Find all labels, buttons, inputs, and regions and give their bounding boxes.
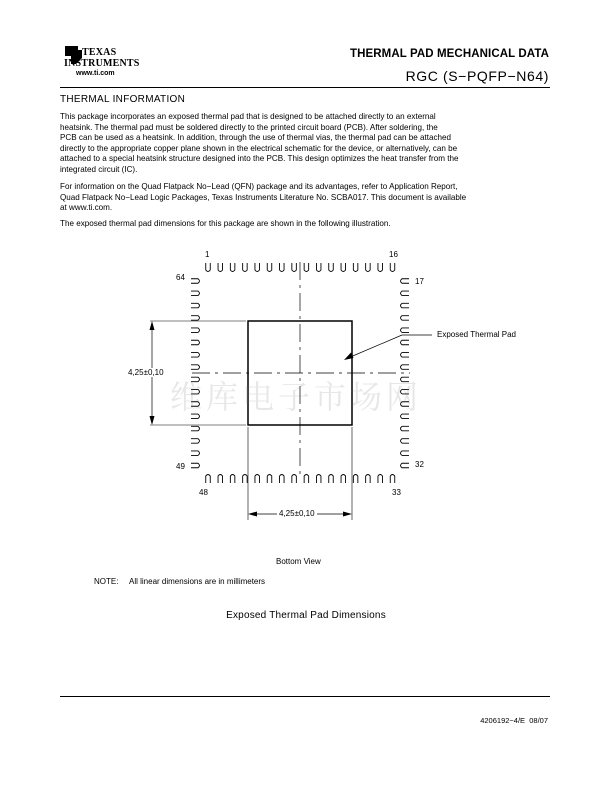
exposed-pad-label: Exposed Thermal Pad <box>437 330 517 339</box>
package-pin <box>353 475 358 484</box>
text-line: attached to a special heatsink structure designed into the PCB. This design optimizes the heat transfer from the <box>60 154 459 164</box>
package-pin <box>401 328 410 333</box>
document-id: 4206192−4/E 08/07 <box>480 716 548 725</box>
pin-label-49: 49 <box>176 462 185 471</box>
text-line: For information on the Quad Flatpack No−Lead (QFN) package and its advantages, refer to Application Report, <box>60 182 458 191</box>
package-pin <box>255 475 260 484</box>
text-line: PCB can be used as a heatsink. In addition, through the use of thermal vias, the thermal pad can be attached <box>60 133 451 143</box>
arrowhead-right <box>343 512 352 517</box>
package-pin <box>280 263 285 272</box>
package-pin <box>401 303 410 308</box>
text-line: integrated circuit (IC). <box>60 164 138 174</box>
package-pin <box>206 263 211 272</box>
package-pin <box>304 475 309 484</box>
pin-label-17: 17 <box>415 277 424 286</box>
logo-url[interactable]: www.ti.com <box>76 70 115 77</box>
arrowhead-left <box>248 512 257 517</box>
watermark: 维库电子市场网 <box>170 378 423 416</box>
pin-label-48: 48 <box>199 488 208 497</box>
pin-label-16: 16 <box>389 250 398 259</box>
package-pin <box>292 475 297 484</box>
section-title: THERMAL INFORMATION <box>60 94 186 105</box>
package-pin <box>191 353 200 358</box>
package-pin <box>401 340 410 345</box>
package-designator: RGC (S−PQFP−N64) <box>405 68 549 84</box>
package-pin <box>353 263 358 272</box>
package-pin <box>191 328 200 333</box>
package-pin <box>191 291 200 296</box>
package-pin <box>401 291 410 296</box>
vertical-dimension-label: 4,25±0,10 <box>128 368 164 377</box>
package-pin <box>191 463 200 468</box>
text-line: This package incorporates an exposed thermal pad that is designed to be attached directly to an external <box>60 112 436 121</box>
leader-line-diagonal <box>348 335 402 358</box>
package-pin <box>316 475 321 484</box>
package-pin <box>191 451 200 456</box>
package-pin <box>329 475 334 484</box>
page-title: THERMAL PAD MECHANICAL DATA <box>349 48 549 60</box>
bottom-view-label: Bottom View <box>276 557 321 566</box>
package-pin <box>366 263 371 272</box>
text-line: heatsink. The thermal pad must be soldered directly to the printed circuit board (PCB). After soldering, the <box>60 122 438 132</box>
logo-text-texas: TEXAS <box>82 47 117 58</box>
note-text: All linear dimensions are in millimeters <box>129 577 266 586</box>
package-pin <box>401 426 410 431</box>
footer-rule <box>60 696 550 697</box>
package-pin <box>243 475 248 484</box>
text-line: Quad Flatpack No−Lead Logic Packages, Texas Instruments Literature No. SCBA017. This document is available <box>60 192 467 202</box>
package-pin <box>230 263 235 272</box>
note-label: NOTE: <box>94 577 119 586</box>
package-pin <box>390 475 395 484</box>
package-pin <box>191 365 200 370</box>
package-pin <box>401 439 410 444</box>
package-pin <box>401 279 410 284</box>
package-pin <box>191 340 200 345</box>
figure-title: Exposed Thermal Pad Dimensions <box>226 610 386 621</box>
package-pin <box>191 303 200 308</box>
pin-label-1: 1 <box>205 250 210 259</box>
package-pin <box>218 263 223 272</box>
package-pin <box>191 426 200 431</box>
package-pin <box>341 263 346 272</box>
package-pin <box>191 279 200 284</box>
package-pin <box>329 263 334 272</box>
package-pin <box>390 263 395 272</box>
text-line: at www.ti.com. <box>60 203 113 213</box>
package-pin <box>401 316 410 321</box>
package-pin <box>378 475 383 484</box>
package-pin <box>243 263 248 272</box>
package-pin <box>366 475 371 484</box>
text-line: directly to the appropriate copper plane shown in the electrical schematic for the device, or alternatively, can be <box>60 143 458 153</box>
pin-label-64: 64 <box>176 273 185 282</box>
pin-label-33: 33 <box>392 488 401 497</box>
package-pin <box>401 365 410 370</box>
package-pin <box>255 263 260 272</box>
package-pin <box>316 263 321 272</box>
package-pin <box>292 263 297 272</box>
package-pin <box>267 263 272 272</box>
package-pin <box>191 439 200 444</box>
package-pin <box>206 475 211 484</box>
package-pin <box>378 263 383 272</box>
logo-text-instruments: INSTRUMENTS <box>64 58 140 69</box>
arrowhead-up <box>150 321 155 330</box>
package-pin <box>401 451 410 456</box>
package-pin <box>230 475 235 484</box>
pin-label-32: 32 <box>415 460 424 469</box>
package-pin <box>280 475 285 484</box>
package-pin <box>341 475 346 484</box>
package-pin <box>218 475 223 484</box>
package-pin <box>401 353 410 358</box>
package-pin <box>401 463 410 468</box>
package-pin <box>191 316 200 321</box>
package-pin <box>304 263 309 272</box>
arrowhead-down <box>150 416 155 425</box>
horizontal-dimension-label: 4,25±0,10 <box>279 509 315 518</box>
text-line: The exposed thermal pad dimensions for this package are shown in the following illustration. <box>60 219 391 228</box>
package-pin <box>267 475 272 484</box>
